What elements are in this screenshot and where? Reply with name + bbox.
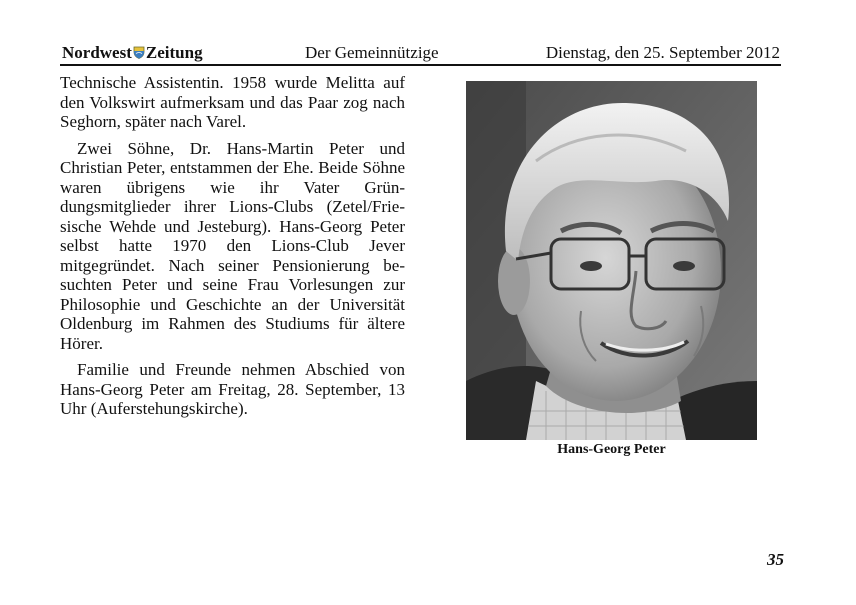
brand-right: Zeitung (145, 43, 203, 62)
photo-caption: Hans-Georg Peter (557, 442, 666, 457)
article-column (60, 73, 405, 426)
publication-title: Der Gemeinnützige (305, 43, 439, 62)
issue-date: Dienstag, den 25. September 2012 (545, 43, 780, 62)
page-header (60, 42, 780, 64)
coat-of-arms-icon (133, 46, 145, 59)
paragraph-2: Zwei Söhne, Dr. Hans-Martin Peter und Christian Peter, entstammen der Ehe. Beide Söhne waren übrigens wie ihr Vater Gründungsmitglieder ihrer Lions-Clubs (Zetel/Friesische Wehde und Jesteburg). Hans-Georg Peter selbst hatte 1970 den Lions-Club Jever mitgegründet. Nach seiner Pensionierung besuchten Peter und seine Frau Vorlesungen zur Philosophie und Geschichte an der Universität Oldenburg im Rahmen des Studiums für ältere Hörer. (60, 138, 405, 353)
brand-left: Nordwest (62, 43, 132, 62)
page-number: 35 (767, 550, 784, 569)
portrait-photo (466, 81, 757, 440)
newspaper-brand (62, 42, 203, 64)
paragraph-3: Familie und Freunde nehmen Abschied von Hans-Georg Peter am Freitag, 28. September, 13 Uhr (Auferstehungskirche). (60, 360, 405, 418)
paragraph-1: Technische Assistentin. 1958 wurde Melitta auf den Volkswirt aufmerksam und das Paar zog nach Seghorn, später nach Varel. (60, 73, 405, 131)
header-rule (60, 64, 781, 66)
